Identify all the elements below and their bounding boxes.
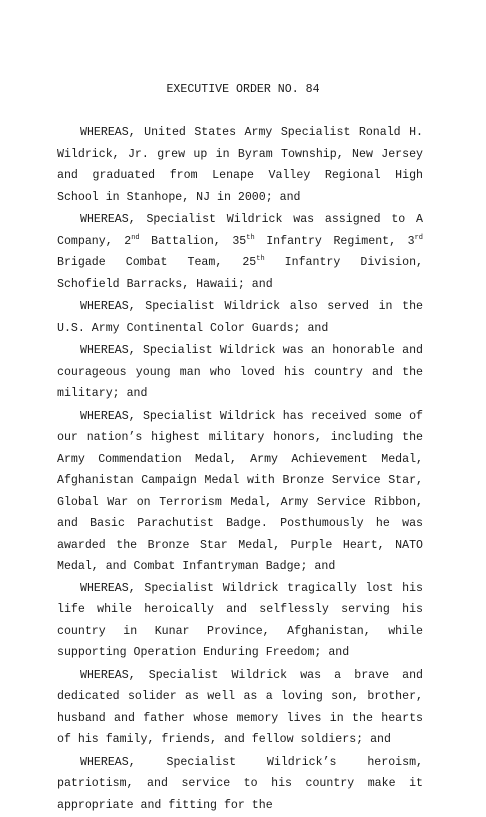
paragraph-7: WHEREAS, Specialist Wildrick was a brave and dedicated solider as well as a loving son, brother, husband and father whose memory lives in the hearts of his family, friends, and fellow soldiers; and [57,668,423,746]
paragraph-2-text-c: Infantry Regiment, 3 [254,234,415,248]
paragraph-8: WHEREAS, Specialist Wildrick’s heroism, patriotism, and service to his country make it appropriate and fitting for the [57,755,423,812]
ordinal-suffix: th [256,255,265,263]
ordinal-suffix: nd [131,233,140,242]
paragraph-2-text-d: Brigade Combat Team, 25 [57,256,257,269]
paragraph-6: WHEREAS, Specialist Wildrick tragically lost his life while heroically and selflessly serving his country in Kunar Province, Afghanistan, while supporting Operation Enduring Freedom; and [57,581,423,659]
paragraph-2 [57,209,423,295]
document-title: EXECUTIVE ORDER NO. 84 [166,83,320,96]
paragraph-5: WHEREAS, Specialist Wildrick has received some of our nation’s highest military honors, including the Army Commendation Medal, Army Achievement Medal, Afghanistan Campaign Medal with Bronze Service Star, Global War on Terrorism Medal, Army Service Ribbon, and Basic Parachutist Badge. Posthumously he was awarded the Bronze Star Medal, Purple Heart, NATO Medal, and Combat Infantryman Badge; and [57,409,423,573]
paragraph-2-text-e: Infantry Division, Schofield Barracks, Hawaii; and [57,256,423,291]
paragraph-2-text-a: WHEREAS, Specialist Wildrick was assigned to A Company, 2 [57,213,423,248]
paragraph-3: WHEREAS, Specialist Wildrick also served in the U.S. Army Continental Color Guards; and [57,300,423,335]
document-body [57,122,423,817]
paragraph-4: WHEREAS, Specialist Wildrick was an honorable and courageous young man who loved his country and the military; and [57,344,423,400]
paragraph-1: WHEREAS, United States Army Specialist Ronald H. Wildrick, Jr. grew up in Byram Township, New Jersey and graduated from Lenape Valley Regional High School in Stanhope, NJ in 2000; and [57,126,423,204]
paragraph-2-text-b: Battalion, 35 [139,234,247,248]
ordinal-suffix: th [246,233,255,242]
ordinal-suffix: rd [414,233,424,242]
